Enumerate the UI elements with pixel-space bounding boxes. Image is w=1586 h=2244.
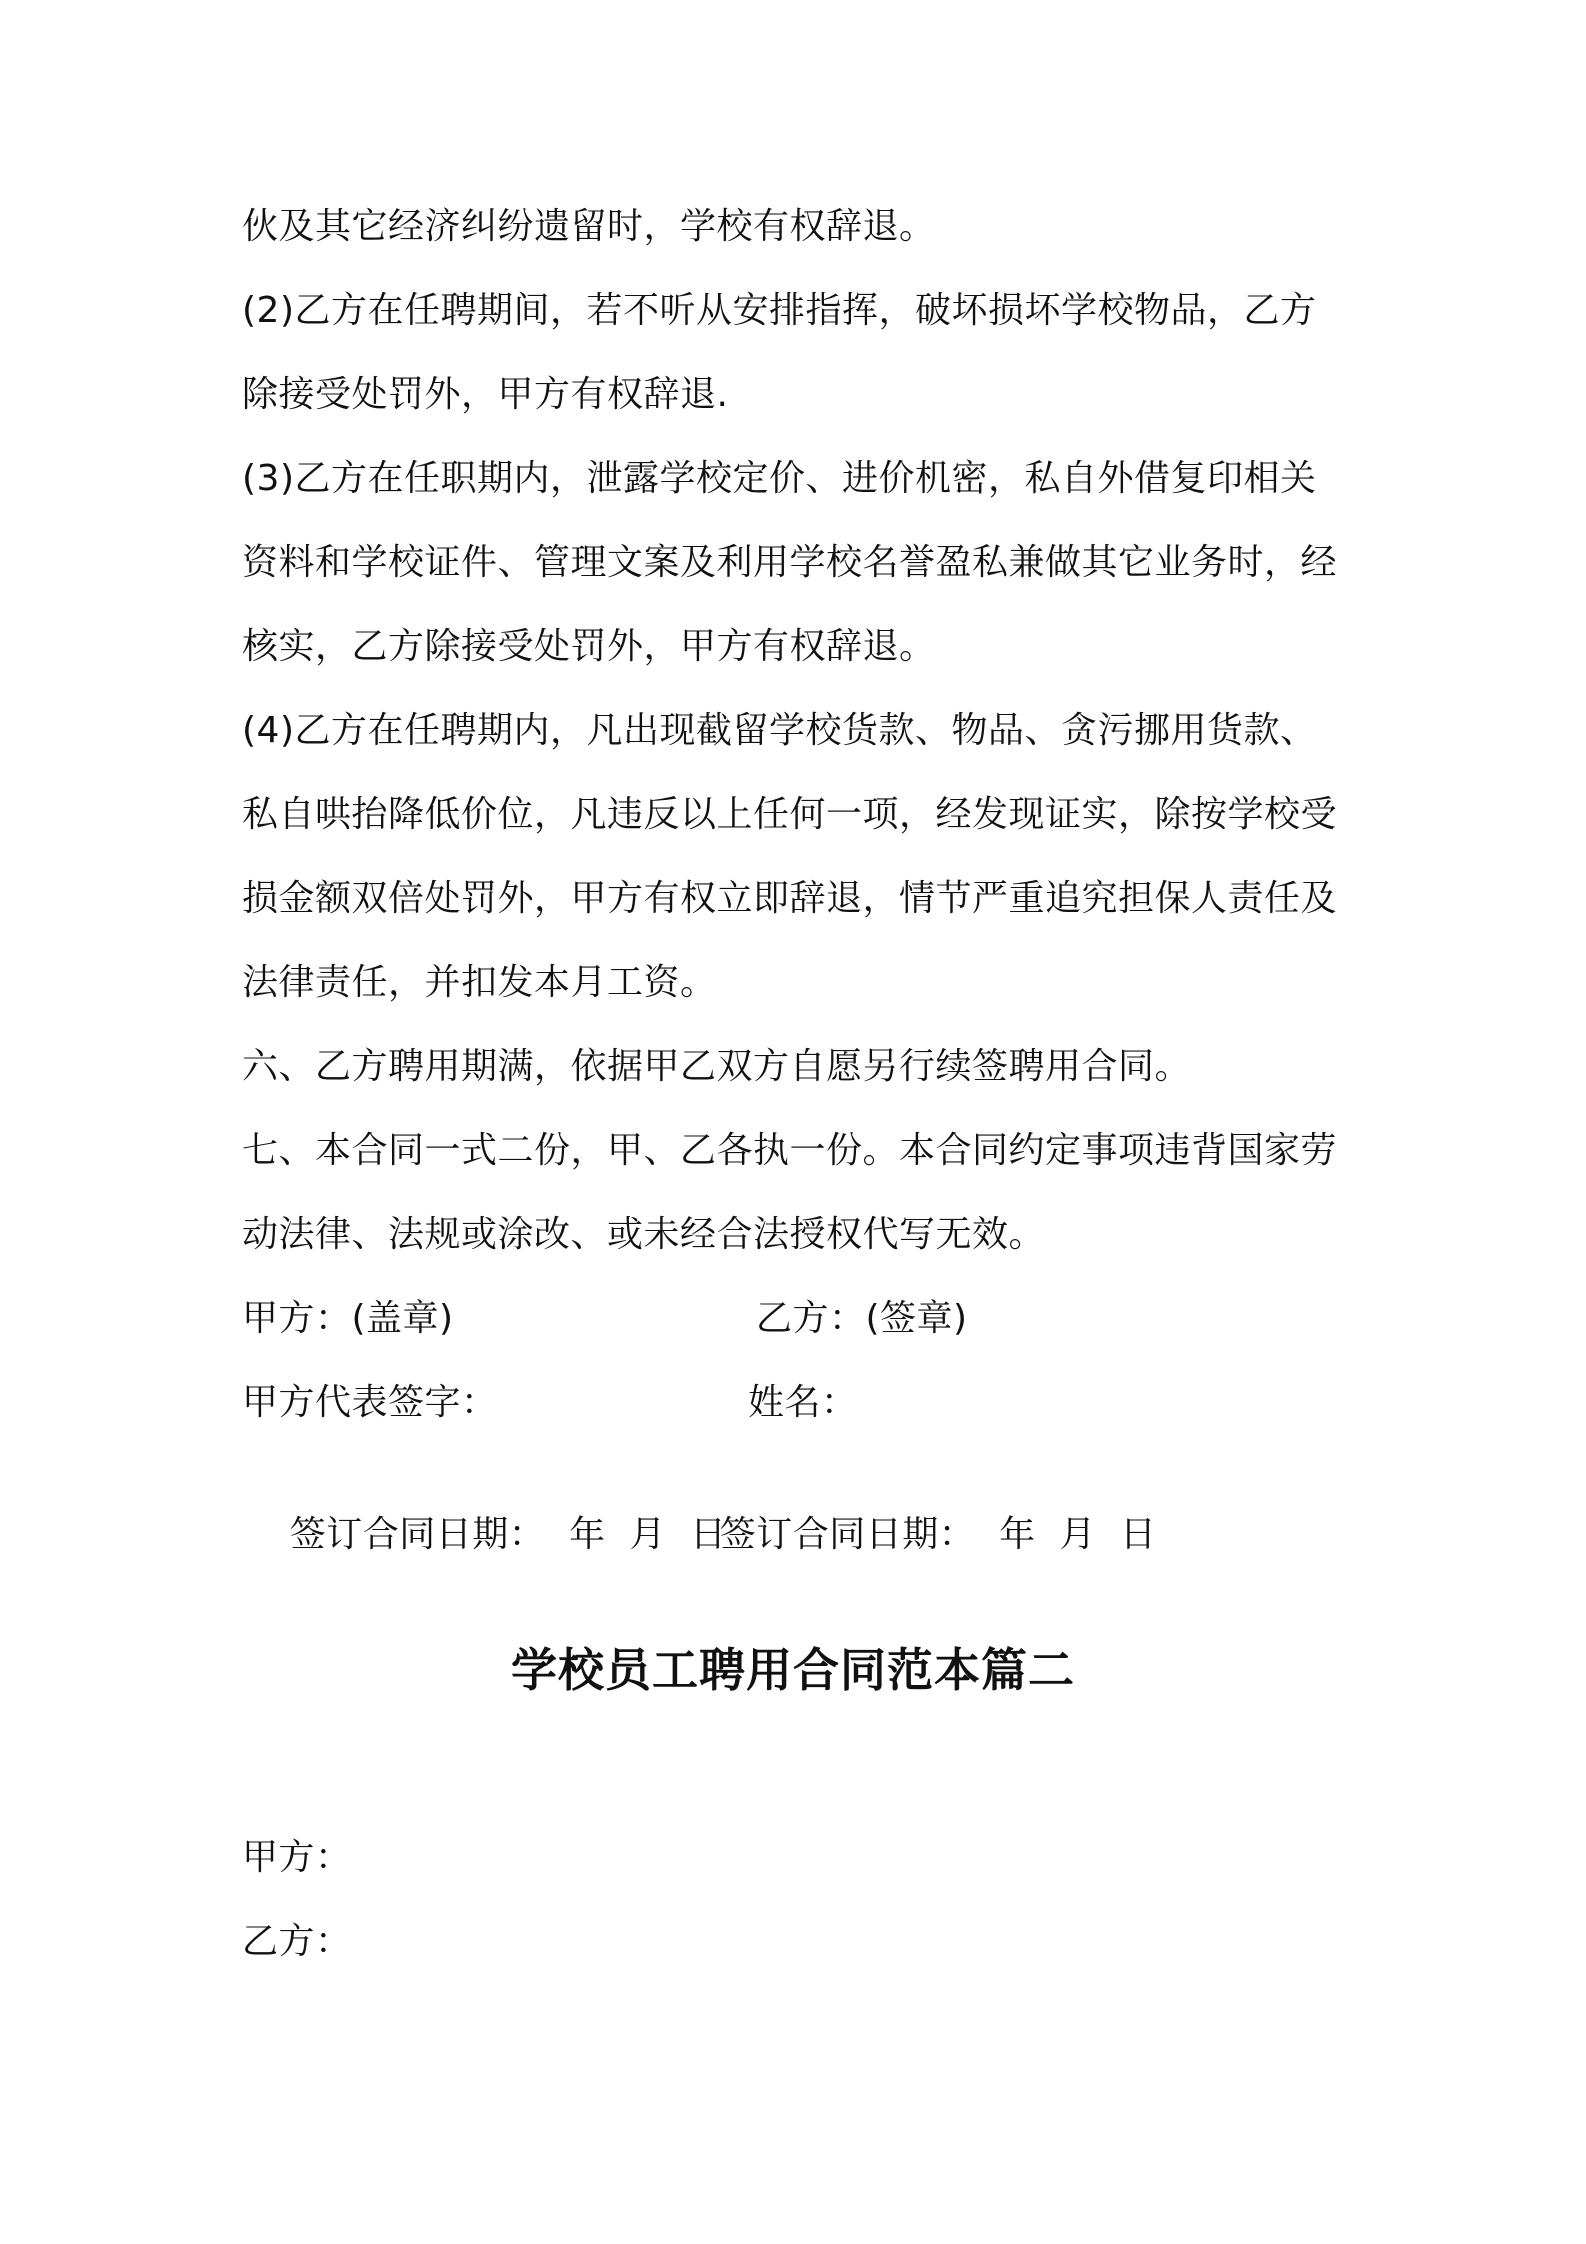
party-b-line: 乙方： [242,1921,352,1962]
paragraph-line: 核实，乙方除接受处罚外，甲方有权辞退。 [242,626,936,667]
date-b-label: 签订合同日期： 年 月 日 [719,1514,1157,1555]
signature-row-name [748,1379,858,1427]
paragraph-line: 损金额双倍处罚外，甲方有权立即辞退，情节严重追究担保人责任及 [242,878,1338,919]
paragraph-line: 伙及其它经济纠纷遗留时，学校有权辞退。 [242,206,936,247]
name-label: 姓名： [748,1382,858,1423]
signature-row-rep [242,1379,498,1427]
section-title: 学校员工聘用合同范本篇二 [511,1643,1075,1697]
party-a-seal-label: 甲方：(盖章) [242,1298,454,1339]
paragraph-line: 除接受处罚外，甲方有权辞退. [242,374,729,415]
paragraph-line: (3)乙方在任职期内，泄露学校定价、进价机密，私自外借复印相关 [242,458,1317,499]
party-a-line: 甲方： [242,1837,352,1878]
party-b-sign-label: 乙方：(签章) [756,1298,968,1339]
paragraph-line: 私自哄抬降低价位，凡违反以上任何一项，经发现证实，除按学校受 [242,794,1338,835]
paragraph-line: 六、乙方聘用期满，依据甲乙双方自愿另行续签聘用合同。 [242,1046,1192,1087]
paragraph-line: (4)乙方在任聘期内，凡出现截留学校货款、物品、贪污挪用货款、 [242,710,1317,751]
date-a-label: 签订合同日期： 年 月 日 [289,1514,727,1555]
signature-date-b [672,1463,1156,1607]
party-a-rep-label: 甲方代表签字： [242,1382,498,1423]
paragraph-line: 动法律、法规或涂改、或未经合法授权代写无效。 [242,1214,1046,1255]
paragraph-line: 七、本合同一式二份，甲、乙各执一份。本合同约定事项违背国家劳 [242,1130,1338,1171]
signature-row-sign [756,1295,968,1343]
signature-date-a [242,1463,726,1607]
paragraph-line: 法律责任，并扣发本月工资。 [242,962,717,1003]
paragraph-line: 资料和学校证件、管理文案及利用学校名誉盈私兼做其它业务时，经 [242,542,1338,583]
signature-row-seal [242,1295,454,1343]
paragraph-line: (2)乙方在任聘期间，若不听从安排指挥，破坏损坏学校物品，乙方 [242,290,1317,331]
